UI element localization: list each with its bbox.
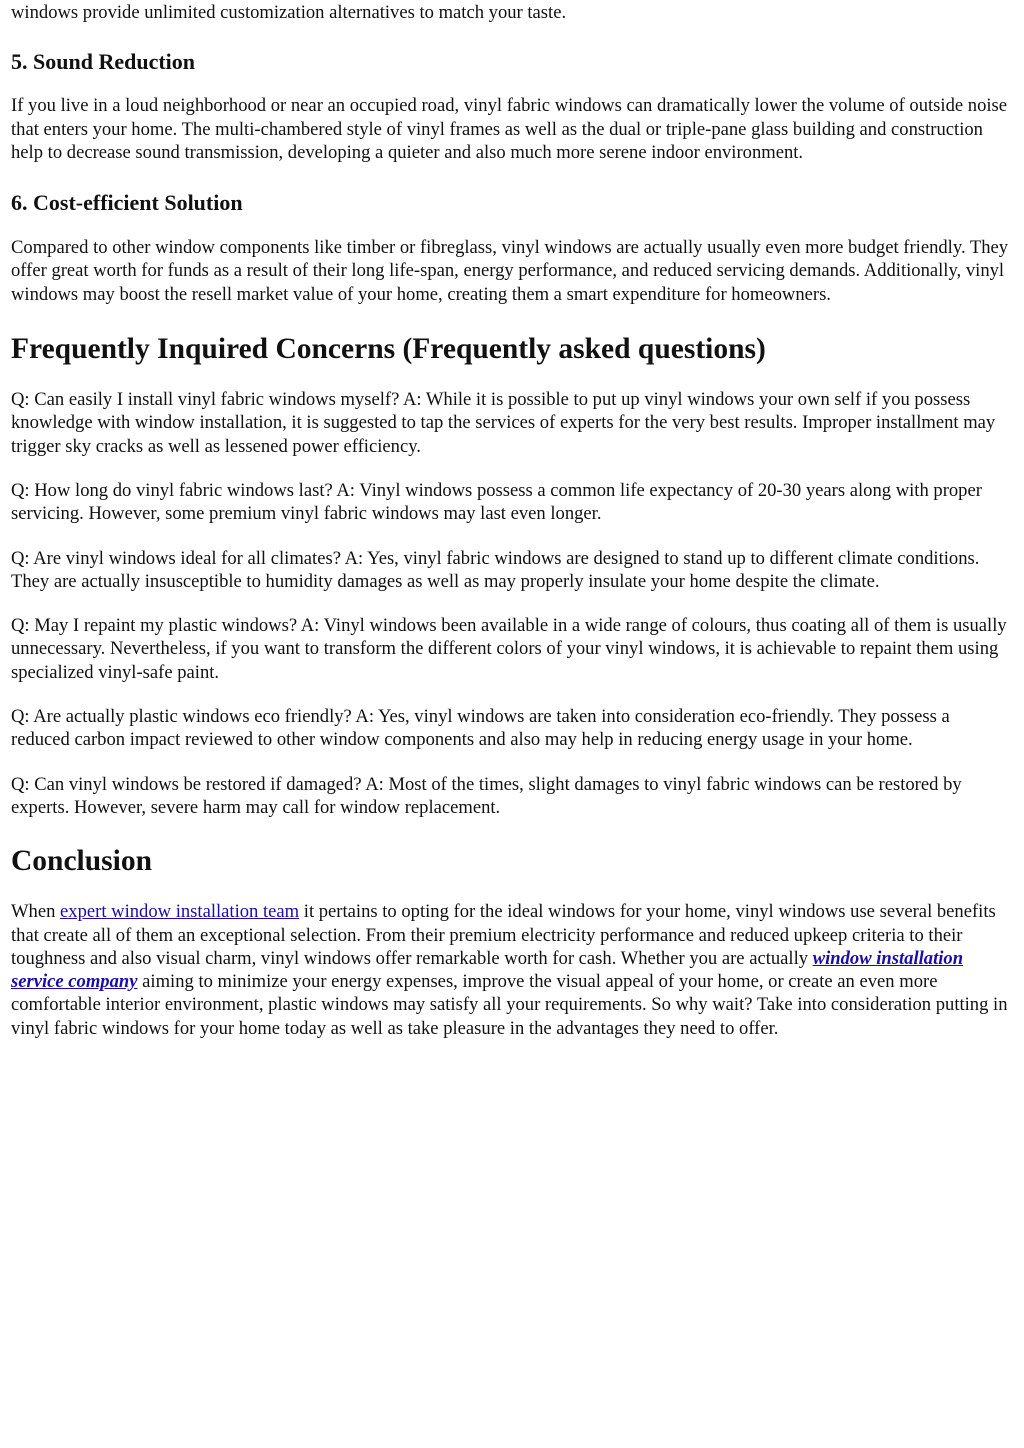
cost-efficient-paragraph: Compared to other window components like timber or fibreglass, vinyl windows are actually usually even more budget friendly. They offer great worth for funds as a result of their long life-span, energy performance, and reduced servicing demands. Additionally, vinyl windows may boost the resell market value of your home, creating them a smart expenditure for homeowners. — [11, 237, 1009, 305]
expert-window-installation-link[interactable]: expert window installation team — [60, 901, 300, 923]
faq-item: Q: Are actually plastic windows eco friendly? A: Yes, vinyl windows are taken into consideration eco-friendly. They possess a reduced carbon impact reviewed to other window components and also may help in reducing energy usage in your home. — [11, 706, 950, 751]
sound-reduction-paragraph: If you live in a loud neighborhood or near an occupied road, vinyl fabric windows can dramatically lower the volume of outside noise that enters your home. The multi-chambered style of vinyl frames as well as the dual or triple-pane glass building and construction help to decrease sound transmission, developing a quieter and also much more serene indoor environment. — [11, 95, 1008, 163]
faq-heading: Frequently Inquired Concerns (Frequently asked questions) — [11, 333, 766, 366]
conclusion-paragraph — [11, 900, 1013, 1040]
article-body — [11, 0, 1013, 1040]
sound-reduction-heading: 5. Sound Reduction — [11, 49, 196, 75]
faq-item: Q: Can easily I install vinyl fabric windows myself? A: While it is possible to put up vinyl windows your own self if you possess knowledge with window installation, it is suggested to tap the services of experts for the very best results. Improper installment may trigger sky cracks as well as lessened power efficiency. — [11, 389, 996, 457]
conclusion-heading: Conclusion — [11, 845, 152, 878]
faq-item: Q: May I repaint my plastic windows? A: Vinyl windows been available in a wide range of colours, thus coating all of them is usually unnecessary. Nevertheless, if you want to transform the different colors of your vinyl windows, it is achievable to repaint them using specialized vinyl-safe paint. — [11, 615, 1007, 683]
faq-list — [11, 388, 1013, 819]
conclusion-text-3: aiming to minimize your energy expenses, improve the visual appeal of your home, or create an even more comfortable interior environment, plastic windows may satisfy all your requirements. So why wait? Take into consideration putting in vinyl fabric windows for your home today as well as take pleasure in the advantages they need to offer. — [11, 971, 1008, 1039]
faq-item: Q: How long do vinyl fabric windows last? A: Vinyl windows possess a common life expectancy of 20-30 years along with proper servicing. However, some premium vinyl fabric windows may last even longer. — [11, 479, 982, 525]
window-installation-service-link[interactable]: window installation service company — [11, 947, 964, 993]
conclusion-text-2: it pertains to opting for the ideal windows for your home, vinyl windows use several benefits that create all of them an exceptional selection. From their premium electricity performance and reduced upkeep criteria to their toughness and also visual charm, vinyl windows offer remarkable worth for cash. Whether you are actually — [11, 901, 996, 969]
cost-efficient-heading: 6. Cost-efficient Solution — [11, 190, 243, 216]
faq-item: Q: Are vinyl windows ideal for all climates? A: Yes, vinyl fabric windows are designed to stand up to different climate conditions. They are actually insusceptible to humidity damages as well as may properly insulate your home despite the climate. — [11, 547, 980, 592]
intro-tail-paragraph: windows provide unlimited customization alternatives to match your taste. — [11, 2, 567, 23]
faq-item: Q: Can vinyl windows be restored if damaged? A: Most of the times, slight damages to vinyl fabric windows can be restored by experts. However, severe harm may call for window replacement. — [11, 773, 962, 818]
conclusion-text-1: When — [11, 901, 61, 923]
